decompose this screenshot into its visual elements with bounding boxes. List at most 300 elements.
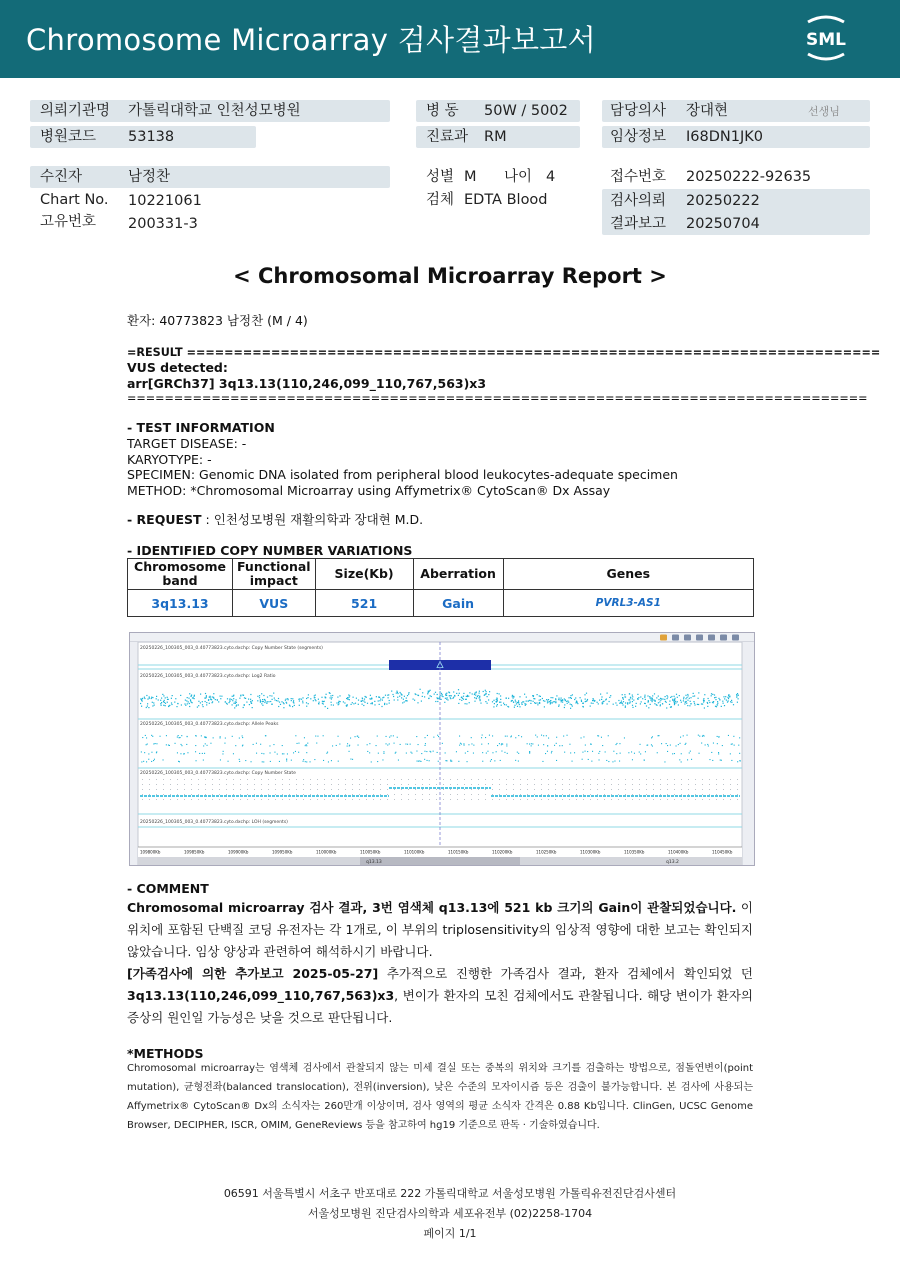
log2-point <box>622 694 623 695</box>
log2-point <box>206 697 207 698</box>
grid-dot <box>415 784 416 785</box>
allele-peak-point <box>619 743 620 744</box>
allele-peak-point <box>213 737 214 738</box>
log2-point <box>698 698 699 699</box>
allele-peak-point <box>220 736 221 737</box>
grid-dot <box>387 789 388 790</box>
log2-point <box>648 702 649 703</box>
log2-point <box>268 701 269 702</box>
grid-dot <box>156 794 157 795</box>
log2-point <box>200 702 201 703</box>
allele-peak-point <box>647 745 648 746</box>
log2-point <box>144 697 145 698</box>
log2-point <box>528 701 529 702</box>
cnv-heading: - IDENTIFIED COPY NUMBER VARIATIONS <box>127 543 413 558</box>
log2-point <box>313 700 314 701</box>
allele-peak-point <box>186 744 187 745</box>
log2-point <box>364 699 365 700</box>
log2-point <box>539 702 540 703</box>
allele-peak-point <box>331 760 332 761</box>
grid-dot <box>233 779 234 780</box>
allele-peak-point <box>204 753 205 754</box>
allele-peak-point <box>235 745 236 746</box>
log2-point <box>279 702 280 703</box>
log2-point <box>364 702 365 703</box>
allele-peak-point <box>347 743 348 744</box>
allele-peak-point <box>460 743 461 744</box>
log2-point <box>514 707 515 708</box>
comment-p2-bold: [가족검사에 의한 추가보고 2025-05-27] <box>127 966 379 981</box>
log2-point <box>206 704 207 705</box>
log2-point <box>430 690 431 691</box>
grid-dot <box>716 799 717 800</box>
log2-point <box>302 701 303 702</box>
allele-peak-point <box>473 753 474 754</box>
grid-dot <box>233 799 234 800</box>
zoom-out-icon <box>720 635 727 641</box>
allele-peak-point <box>459 736 460 737</box>
log2-point <box>252 700 253 701</box>
allele-peak-point <box>427 735 428 736</box>
hospcode-label: 병원코드 <box>40 129 97 145</box>
allele-peak-point <box>651 744 652 745</box>
log2-point <box>147 703 148 704</box>
allele-peak-point <box>489 735 490 736</box>
log2-point <box>384 703 385 704</box>
grid-dot <box>583 794 584 795</box>
log2-point <box>461 697 462 698</box>
grid-dot <box>373 784 374 785</box>
allele-peak-point <box>269 745 270 746</box>
log2-point <box>601 699 602 700</box>
allele-peak-point <box>507 736 508 737</box>
grid-dot <box>338 789 339 790</box>
grid-dot <box>541 789 542 790</box>
allele-peak-point <box>590 744 591 745</box>
log2-point <box>215 699 216 700</box>
log2-point <box>697 704 698 705</box>
grid-dot <box>401 789 402 790</box>
allele-peak-point <box>537 736 538 737</box>
grid-dot <box>352 789 353 790</box>
log2-point <box>168 699 169 700</box>
log2-point <box>348 697 349 698</box>
allele-peak-point <box>543 735 544 736</box>
allele-peak-point <box>220 759 221 760</box>
allele-peak-point <box>606 760 607 761</box>
log2-point <box>227 698 228 699</box>
grid-dot <box>380 799 381 800</box>
grid-dot <box>457 794 458 795</box>
log2-point <box>488 694 489 695</box>
grid-dot <box>184 779 185 780</box>
allele-peak-point <box>419 760 420 761</box>
log2-point <box>547 702 548 703</box>
log2-point <box>418 695 419 696</box>
grid-dot <box>443 784 444 785</box>
grid-dot <box>492 784 493 785</box>
grid-dot <box>541 799 542 800</box>
log2-point <box>679 695 680 696</box>
grid-dot <box>576 789 577 790</box>
grid-dot <box>674 784 675 785</box>
log2-point <box>642 698 643 699</box>
grid-dot <box>205 794 206 795</box>
allele-peak-point <box>298 743 299 744</box>
grid-dot <box>289 794 290 795</box>
allele-peak-point <box>499 743 500 744</box>
grid-dot <box>660 784 661 785</box>
grid-dot <box>401 784 402 785</box>
grid-dot <box>611 799 612 800</box>
axis-tick-label: 110000Kb <box>316 849 337 855</box>
log2-point <box>383 697 384 698</box>
log2-point <box>524 703 525 704</box>
grid-dot <box>303 779 304 780</box>
log2-point <box>581 701 582 702</box>
log2-point <box>349 699 350 700</box>
grid-dot <box>289 789 290 790</box>
allele-peak-point <box>456 751 457 752</box>
grid-dot <box>653 784 654 785</box>
grid-dot <box>205 789 206 790</box>
grid-dot <box>233 784 234 785</box>
log2-point <box>184 703 185 704</box>
arr-notation: arr[GRCh37] 3q13.13(110,246,099_110,767,563)x3 <box>127 376 487 391</box>
log2-point <box>243 695 244 696</box>
allele-peak-point <box>687 759 688 760</box>
log2-point <box>261 703 262 704</box>
grid-dot <box>611 784 612 785</box>
log2-point <box>270 701 271 702</box>
allele-peak-point <box>263 753 264 754</box>
grid-dot <box>730 799 731 800</box>
allele-peak-point <box>494 760 495 761</box>
log2-point <box>637 694 638 695</box>
log2-point <box>400 692 401 693</box>
grid-dot <box>254 794 255 795</box>
log2-point <box>229 702 230 703</box>
grid-dot <box>380 779 381 780</box>
allele-peak-point <box>567 735 568 736</box>
grid-dot <box>611 779 612 780</box>
grid-dot <box>555 794 556 795</box>
comment-p2-b: , 변이가 환자의 모친 검체에서도 관찰됩니다. 해당 변이가 환자의 증상의 원인일 가능성은 낮을 것으로 판단됩니다. <box>127 988 753 1025</box>
log2-point <box>463 693 464 694</box>
log2-point <box>463 696 464 697</box>
log2-point <box>508 698 509 699</box>
hospcode-value: 53138 <box>128 129 175 145</box>
grid-dot <box>702 794 703 795</box>
allele-peak-point <box>201 735 202 736</box>
allele-peak-point <box>306 752 307 753</box>
allele-peak-point <box>242 745 243 746</box>
log2-point <box>358 700 359 701</box>
log2-point <box>306 698 307 699</box>
log2-point <box>516 703 517 704</box>
allele-peak-point <box>691 759 692 760</box>
allele-peak-point <box>487 751 488 752</box>
log2-point <box>698 692 699 693</box>
log2-point <box>391 691 392 692</box>
grid-dot <box>436 784 437 785</box>
allele-peak-point <box>327 752 328 753</box>
grid-dot <box>268 779 269 780</box>
grid-dot <box>268 794 269 795</box>
log2-point <box>564 707 565 708</box>
log2-point <box>251 703 252 704</box>
grid-dot <box>205 799 206 800</box>
log2-point <box>652 695 653 696</box>
allele-peak-point <box>518 753 519 754</box>
log2-point <box>630 697 631 698</box>
grid-dot <box>548 789 549 790</box>
grid-dot <box>219 784 220 785</box>
grid-dot <box>394 784 395 785</box>
allele-peak-point <box>492 735 493 736</box>
log2-point <box>404 701 405 702</box>
allele-peak-point <box>405 744 406 745</box>
allele-peak-point <box>349 751 350 752</box>
allele-peak-point <box>416 736 417 737</box>
allele-peak-point <box>338 736 339 737</box>
grid-dot <box>723 799 724 800</box>
log2-point <box>458 695 459 696</box>
log2-point <box>514 705 515 706</box>
log2-point <box>507 706 508 707</box>
log2-point <box>407 700 408 701</box>
log2-point <box>484 695 485 696</box>
log2-point <box>656 705 657 706</box>
log2-point <box>513 696 514 697</box>
log2-point <box>717 701 718 702</box>
grid-dot <box>590 789 591 790</box>
log2-point <box>396 691 397 692</box>
log2-point <box>314 697 315 698</box>
log2-point <box>319 702 320 703</box>
grid-dot <box>261 799 262 800</box>
log2-point <box>264 699 265 700</box>
grid-dot <box>464 779 465 780</box>
log2-point <box>146 695 147 696</box>
log2-point <box>728 698 729 699</box>
log2-point <box>472 693 473 694</box>
allele-peak-point <box>307 743 308 744</box>
grid-dot <box>422 794 423 795</box>
allele-peak-point <box>551 752 552 753</box>
cnv-header-band: Chromosome band <box>128 559 233 590</box>
allele-peak-point <box>358 737 359 738</box>
grid-dot <box>268 789 269 790</box>
log2-point <box>480 703 481 704</box>
cnv-header-size: Size(Kb) <box>315 559 413 590</box>
log2-point <box>452 698 453 699</box>
log2-point <box>393 696 394 697</box>
log2-point <box>660 705 661 706</box>
log2-point <box>260 699 261 700</box>
log2-point <box>338 701 339 702</box>
log2-point <box>281 701 282 702</box>
log2-point <box>362 704 363 705</box>
grid-dot <box>212 794 213 795</box>
cnv-header-row <box>128 559 754 590</box>
log2-point <box>641 701 642 702</box>
grid-dot <box>408 779 409 780</box>
grid-dot <box>261 789 262 790</box>
grid-dot <box>527 799 528 800</box>
zoom-in-icon <box>708 635 715 641</box>
log2-point <box>283 703 284 704</box>
grid-dot <box>471 779 472 780</box>
log2-point <box>466 703 467 704</box>
log2-point <box>250 701 251 702</box>
log2-point <box>489 691 490 692</box>
comment-p2-a: 추가적으로 진행한 가족검사 결과, 환자 검체에서 확인되었 던 <box>378 966 753 981</box>
log2-point <box>180 695 181 696</box>
log2-point <box>381 706 382 707</box>
log2-point <box>187 703 188 704</box>
log2-point <box>475 695 476 696</box>
allele-peak-point <box>463 743 464 744</box>
grid-dot <box>660 779 661 780</box>
grid-dot <box>555 799 556 800</box>
log2-point <box>221 696 222 697</box>
log2-point <box>500 695 501 696</box>
log2-point <box>343 701 344 702</box>
allele-peak-point <box>225 738 226 739</box>
grid-dot <box>247 794 248 795</box>
log2-point <box>575 697 576 698</box>
log2-point <box>156 696 157 697</box>
grid-dot <box>583 789 584 790</box>
log2-point <box>737 702 738 703</box>
log2-point <box>688 695 689 696</box>
log2-point <box>687 694 688 695</box>
log2-point <box>291 700 292 701</box>
allele-peak-point <box>591 761 592 762</box>
log2-point <box>677 701 678 702</box>
grid-dot <box>471 784 472 785</box>
log2-point <box>500 702 501 703</box>
grid-dot <box>359 779 360 780</box>
allele-peak-point <box>680 743 681 744</box>
allele-peak-point <box>352 759 353 760</box>
header-banner <box>0 0 900 78</box>
grid-dot <box>702 784 703 785</box>
allele-peak-point <box>382 759 383 760</box>
log2-point <box>447 699 448 700</box>
grid-dot <box>373 779 374 780</box>
allele-peak-point <box>306 761 307 762</box>
log2-point <box>154 705 155 706</box>
log2-point <box>212 702 213 703</box>
grid-dot <box>688 789 689 790</box>
comment-p1-rest: 이 위치에 포함된 단백질 코딩 유전자는 각 1개로, 이 부위의 triplosensitivity의 임상적 영향에 대한 보고는 확인되지 않았습니다. 임상 양상과 관련하여 해석하시기 바랍니다. <box>127 900 753 959</box>
grid-dot <box>191 789 192 790</box>
allele-peak-point <box>187 752 188 753</box>
allele-peak-point <box>400 744 401 745</box>
grid-dot <box>716 789 717 790</box>
log2-point <box>564 698 565 699</box>
log2-point <box>683 698 684 699</box>
allele-peak-point <box>531 743 532 744</box>
log2-point <box>675 701 676 702</box>
grid-dot <box>695 799 696 800</box>
log2-point <box>293 702 294 703</box>
log2-point <box>397 692 398 693</box>
log2-point <box>185 700 186 701</box>
log2-point <box>369 698 370 699</box>
log2-point <box>459 693 460 694</box>
grid-dot <box>296 799 297 800</box>
allele-peak-point <box>304 737 305 738</box>
grid-dot <box>667 779 668 780</box>
allele-peak-point <box>545 753 546 754</box>
log2-point <box>165 705 166 706</box>
grid-dot <box>275 794 276 795</box>
log2-point <box>402 702 403 703</box>
log2-point <box>236 706 237 707</box>
log2-point <box>477 696 478 697</box>
grid-dot <box>737 789 738 790</box>
log2-point <box>623 699 624 700</box>
log2-point <box>379 700 380 701</box>
allele-peak-point <box>305 761 306 762</box>
log2-point <box>675 702 676 703</box>
allele-peak-point <box>699 753 700 754</box>
allele-peak-point <box>556 743 557 744</box>
grid-dot <box>695 794 696 795</box>
allele-peak-point <box>245 760 246 761</box>
log2-point <box>648 707 649 708</box>
allele-peak-point <box>144 752 145 753</box>
grid-dot <box>667 794 668 795</box>
grid-dot <box>345 779 346 780</box>
log2-point <box>400 693 401 694</box>
grid-dot <box>723 794 724 795</box>
log2-point <box>440 695 441 696</box>
track-label-log2: 20250226_100305_003_0.40773823.cyto.dxchp: Log2 Ratio <box>140 674 276 679</box>
allele-peak-point <box>465 753 466 754</box>
log2-point <box>347 699 348 700</box>
grid-dot <box>632 794 633 795</box>
allele-peak-point <box>709 759 710 760</box>
log2-point <box>366 697 367 698</box>
log2-point <box>621 701 622 702</box>
log2-point <box>493 706 494 707</box>
allele-peak-point <box>670 745 671 746</box>
log2-point <box>625 706 626 707</box>
allele-peak-point <box>482 752 483 753</box>
grid-dot <box>569 799 570 800</box>
log2-point <box>164 702 165 703</box>
allele-peak-point <box>141 751 142 752</box>
log2-point <box>266 703 267 704</box>
log2-point <box>232 696 233 697</box>
log2-point <box>488 699 489 700</box>
grid-dot <box>485 799 486 800</box>
grid-dot <box>639 789 640 790</box>
log2-point <box>168 706 169 707</box>
log2-point <box>439 696 440 697</box>
grid-dot <box>282 799 283 800</box>
grid-dot <box>310 799 311 800</box>
grid-dot <box>163 784 164 785</box>
axis-tick-label: 110200Kb <box>492 849 513 855</box>
grid-dot <box>562 789 563 790</box>
allele-peak-point <box>349 745 350 746</box>
log2-point <box>356 698 357 699</box>
